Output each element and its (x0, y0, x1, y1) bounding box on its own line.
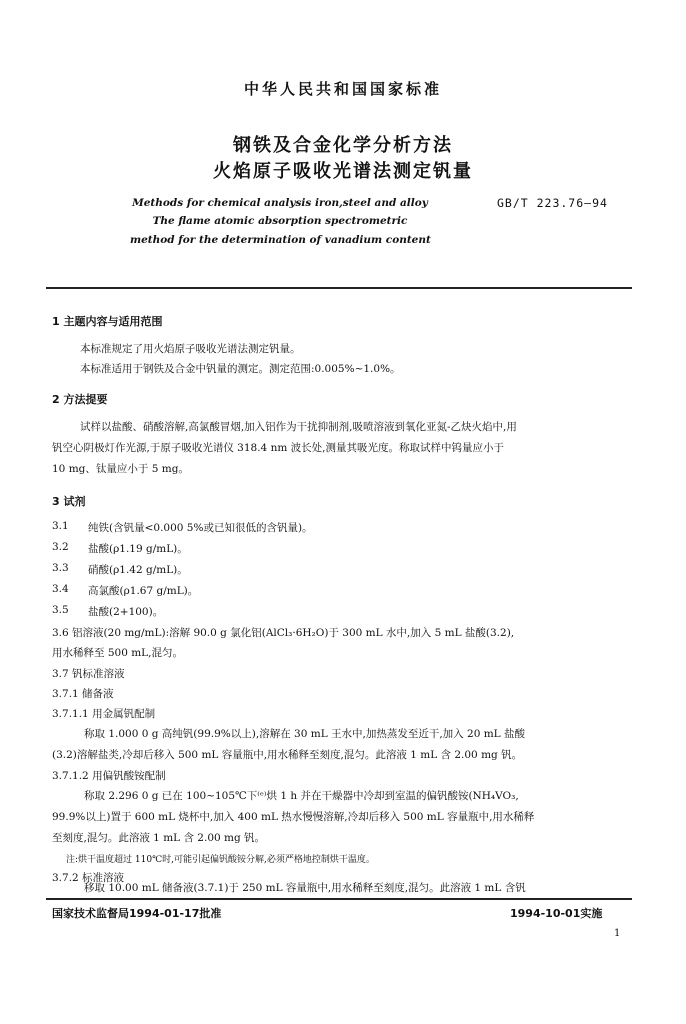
item-3-2-text: 盐酸(ρ1.19 g/mL)。 (88, 543, 188, 555)
item-3-1-number: 3.1 (52, 520, 69, 532)
item-3-1-text: 纯铁(含钒量<0.000 5%或已知很低的含钒量)。 (88, 522, 313, 534)
section-2-heading: 2 方法提要 (52, 393, 108, 406)
standard-number: GB/T 223.76—94 (497, 196, 608, 210)
item-3-7-1-1-heading: 3.7.1.1 用金属钒配制 (52, 708, 156, 720)
item-3-7-1-2-heading: 3.7.1.2 用偏钒酸铵配制 (52, 770, 166, 782)
section-2-line-3: 10 mg、钛量应小于 5 mg。 (52, 463, 189, 475)
item-3-4-number: 3.4 (52, 583, 69, 595)
section-2-line-2: 钒空心阴极灯作光源,于原子吸收光谱仪 318.4 nm 波长处,测量其吸光度。称取试样中钨量应小于 (52, 442, 504, 454)
item-3-6-line-1: 3.6 铝溶液(20 mg/mL):溶解 90.0 g 氯化铝(AlCl₃·6H₂O)于 300 mL 水中,加入 5 mL 盐酸(3.2), (52, 627, 515, 639)
item-3-7-1-2-line-3: 至刻度,混匀。此溶液 1 mL 含 2.00 mg 钒。 (52, 832, 266, 844)
item-3-3-text: 硝酸(ρ1.42 g/mL)。 (88, 564, 188, 576)
english-title-line-2: The flame atomic absorption spectrometric (152, 215, 408, 227)
title-line-1: 钢铁及合金化学分析方法 (233, 135, 453, 156)
item-3-7-2-heading: 3.7.2 标准溶液 (52, 872, 125, 884)
item-3-7-2-line-1: 移取 10.00 mL 储备液(3.7.1)于 250 mL 容量瓶中,用水稀释至刻度,混匀。此溶液 1 mL 含钒 (84, 882, 526, 894)
title-line-2: 火焰原子吸收光谱法测定钒量 (213, 161, 473, 182)
item-3-3-number: 3.3 (52, 562, 69, 574)
item-3-2-number: 3.2 (52, 541, 69, 553)
section-1-heading: 1 主题内容与适用范围 (52, 315, 163, 328)
section-2-line-1: 试样以盐酸、硝酸溶解,高氯酸冒烟,加入铝作为干扰抑制剂,吸喷溶液到氧化亚氮-乙炔火焰中,用 (80, 421, 517, 433)
bottom-divider (46, 898, 632, 900)
item-3-7-1-2-line-2: 99.9%以上)置于 600 mL 烧杯中,加入 400 mL 热水慢慢溶解,冷却后移入 500 mL 容量瓶中,用水稀释 (52, 811, 535, 823)
page-number: 1 (614, 928, 621, 939)
item-3-7-1-1-line-1: 称取 1.000 0 g 高纯钒(99.9%以上),溶解在 30 mL 王水中,加热蒸发至近干,加入 20 mL 盐酸 (84, 728, 525, 740)
section-1-paragraph-1: 本标准规定了用火焰原子吸收光谱法测定钒量。 (80, 343, 301, 355)
section-3-heading: 3 试剂 (52, 495, 86, 508)
item-3-7-1-2-line-1: 称取 2.296 0 g 已在 100~105℃下⁽ᵉ⁾烘 1 h 并在干燥器中冷却到室温的偏钒酸铵(NH₄VO₃, (84, 790, 519, 802)
effective-date: 1994-10-01实施 (510, 907, 603, 920)
note: 注:烘干温度超过 110℃时,可能引起偏钒酸铵分解,必须严格地控制烘干温度。 (66, 855, 375, 865)
item-3-4-text: 高氯酸(ρ1.67 g/mL)。 (88, 585, 199, 597)
item-3-6-line-2: 用水稀释至 500 mL,混匀。 (52, 647, 183, 659)
item-3-7-1-1-line-2: (3.2)溶解盐类,冷却后移入 500 mL 容量瓶中,用水稀释至刻度,混匀。此溶液 1 mL 含 2.00 mg 钒。 (52, 749, 523, 761)
national-standard-heading: 中华人民共和国国家标准 (243, 80, 442, 98)
item-3-7-1-heading: 3.7.1 储备液 (52, 688, 114, 700)
item-3-5-text: 盐酸(2+100)。 (88, 606, 164, 618)
approval-date: 国家技术监督局1994-01-17批准 (52, 907, 222, 920)
english-title-line-1: Methods for chemical analysis iron,steel and alloy (132, 197, 428, 209)
english-title-line-3: method for the determination of vanadium content (130, 234, 431, 246)
top-divider (46, 287, 632, 289)
item-3-5-number: 3.5 (52, 604, 69, 616)
section-1-paragraph-2: 本标准适用于钢铁及合金中钒量的测定。测定范围:0.005%~1.0%。 (80, 363, 401, 375)
item-3-7-heading: 3.7 钒标准溶液 (52, 668, 125, 680)
